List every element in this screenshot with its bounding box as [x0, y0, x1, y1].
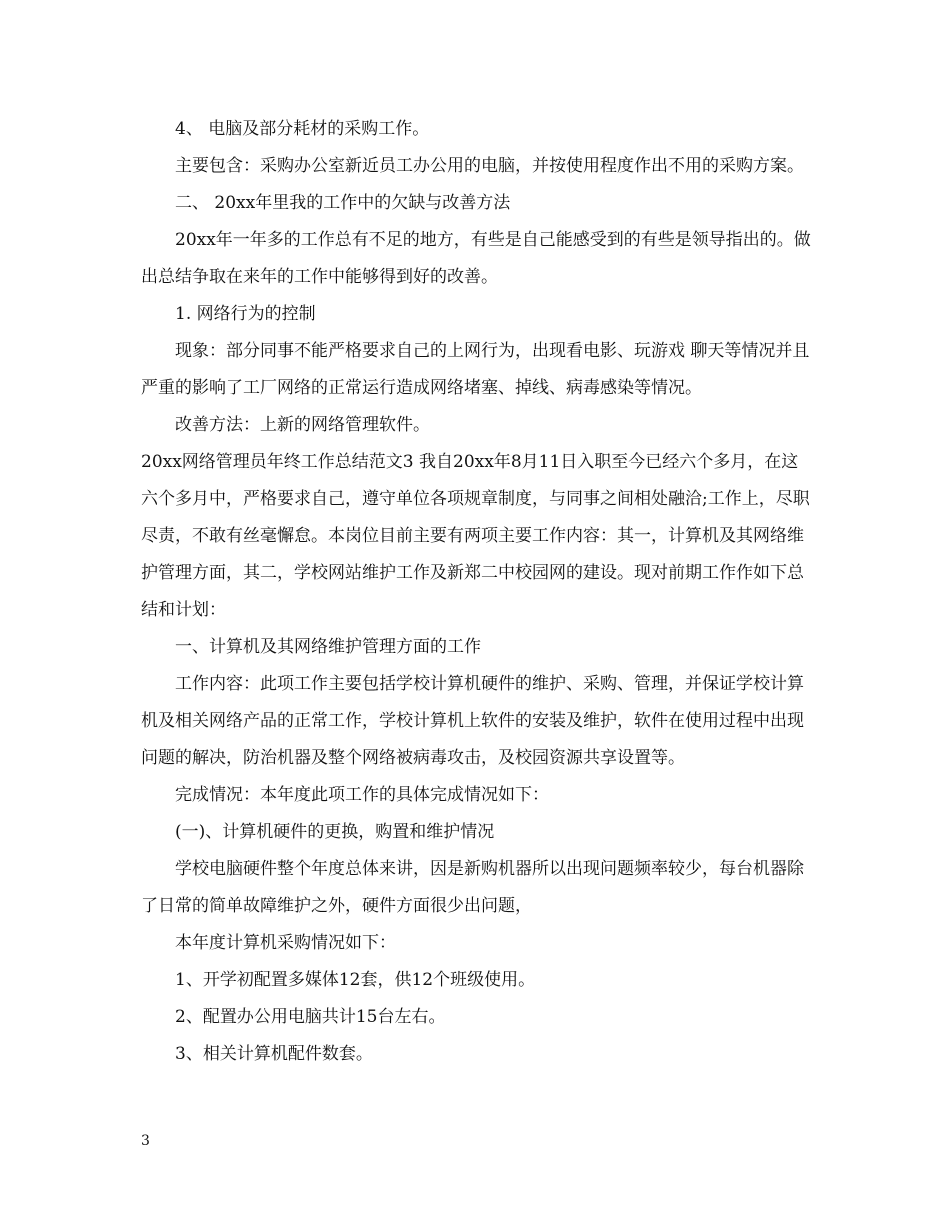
paragraph: 工作内容：此项工作主要包括学校计算机硬件的维护、采购、管理，并保证学校计算机及相关网络产品的正常工作，学校计算机上软件的安装及维护，软件在使用过程中出现问题的解决，防治机器及整个网络被病毒攻击，及校园资源共享设置等。 [141, 674, 804, 768]
section-heading: 二、 20xx年里我的工作中的欠缺与改善方法 [175, 193, 511, 213]
paragraph: 完成情况：本年度此项工作的具体完成情况如下： [175, 785, 549, 805]
paragraph: 改善方法：上新的网络管理软件。 [175, 415, 430, 435]
paragraph: 主要包含：采购办公室新近员工办公用的电脑，并按使用程度作出不用的采购方案。 [175, 156, 804, 176]
list-item: 1、开学初配置多媒体12套，供12个班级使用。 [175, 970, 536, 990]
paragraph: 现象：部分同事不能严格要求自己的上网行为，出现看电影、玩游戏 聊天等情况并且严重的影响了工厂网络的正常运行造成网络堵塞、掉线、病毒感染等情况。 [141, 341, 810, 398]
page-number: 3 [141, 1133, 150, 1149]
list-item: 2、配置办公用电脑共计15台左右。 [175, 1007, 446, 1027]
paragraph: 20xx年一年多的工作总有不足的地方，有些是自己能感受到的有些是领导指出的。做出总结争取在来年的工作中能够得到好的改善。 [141, 230, 811, 287]
subsection-heading: (一)、计算机硬件的更换，购置和维护情况 [175, 822, 495, 842]
paragraph: 本年度计算机采购情况如下： [175, 933, 396, 953]
subsection-heading: 1. 网络行为的控制 [175, 304, 316, 324]
list-item: 3、相关计算机配件数套。 [175, 1044, 373, 1064]
paragraph: 4、 电脑及部分耗材的采购工作。 [175, 119, 430, 139]
document-body [141, 111, 811, 1073]
paragraph: 20xx网络管理员年终工作总结范文3 我自20xx年8月11日入职至今已经六个多月，在这六个多月中，严格要求自己，遵守单位各项规章制度，与同事之间相处融洽;工作上，尽职尽责，不敢有丝毫懈怠。本岗位目前主要有两项主要工作内容：其一，计算机及其网络维护管理方面，其二，学校网站维护工作及新郑二中校园网的建设。现对前期工作作如下总结和计划： [141, 452, 810, 620]
paragraph: 学校电脑硬件整个年度总体来讲，因是新购机器所以出现问题频率较少，每台机器除了日常的简单故障维护之外，硬件方面很少出问题， [141, 859, 804, 916]
section-heading: 一、计算机及其网络维护管理方面的工作 [175, 637, 481, 657]
